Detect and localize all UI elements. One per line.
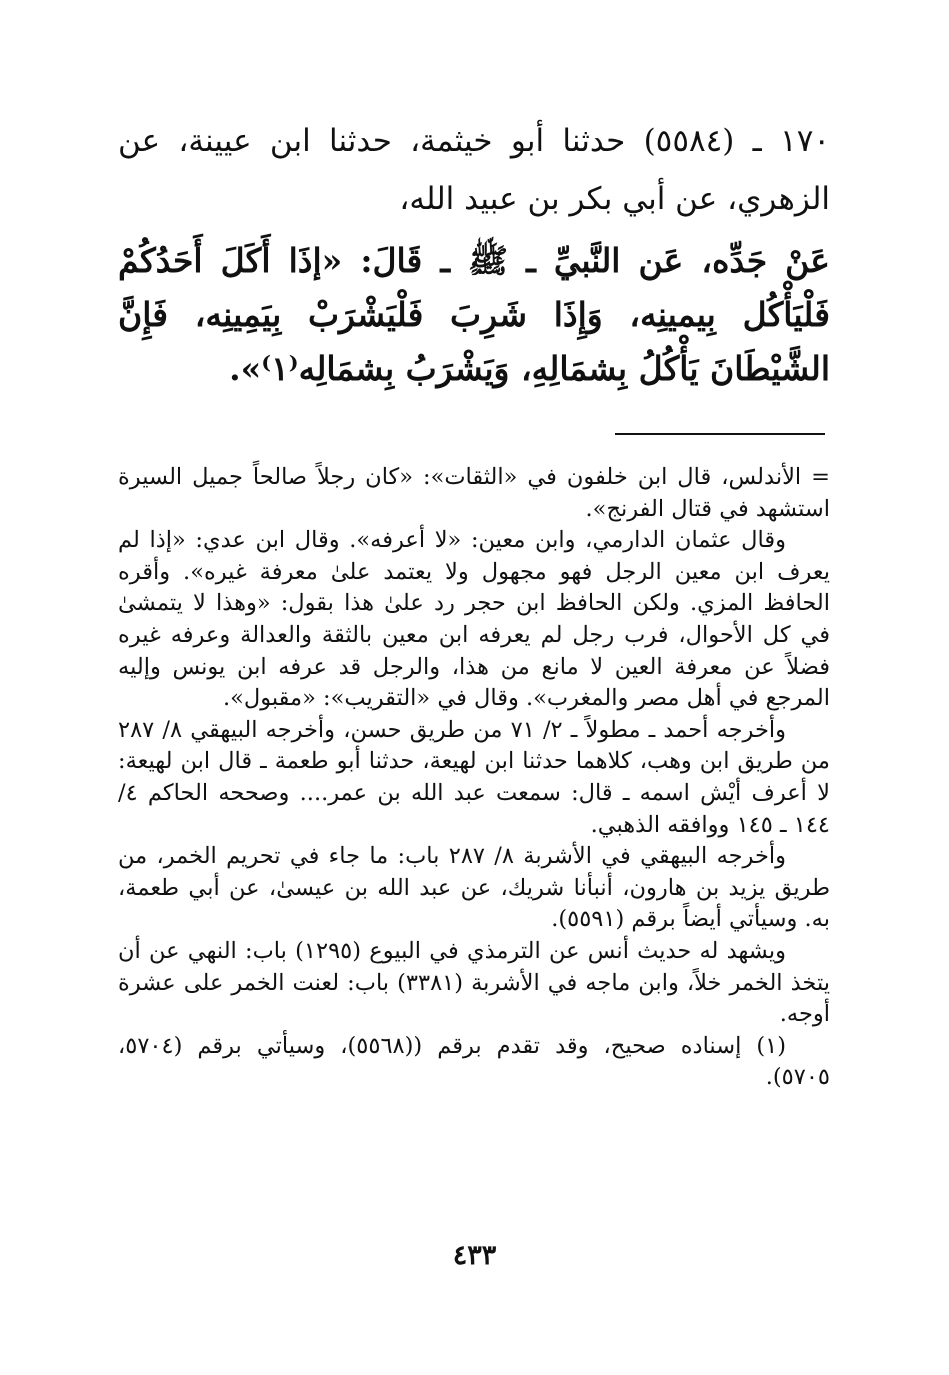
footnote-paragraph: وقال عثمان الدارمي، وابن معين: «لا أعرفه». وقال ابن عدي: «إذا لم يعرف ابن معين الرجل فهو مجهول ولا يعتمد علىٰ معرفة غيره». وأقره الحافظ المزي. ولكن الحافظ ابن حجر رد علىٰ هذا بقول: «وهذا لا يتمشىٰ في كل الأحوال، فرب رجل لم يعرفه ابن معين بالثقة والعدالة وعرفه غيره فضلاً عن معرفة العين لا مانع من هذا، والرجل قد عرفه ابن يونس وإليه المرجع في أهل مصر والمغرب». وقال في «التقريب»: «مقبول». xyxy=(118,527,830,712)
footnote-separator xyxy=(615,433,825,435)
hadith-block xyxy=(118,112,830,396)
footnote-paragraph: ويشهد له حديث أنس عن الترمذي في البيوع (١٢٩٥) باب: النهي عن أن يتخذ الخمر خلاً، وابن ماجه في الأشربة (٣٣٨١) باب: لعنت الخمر على عشرة أوجه. xyxy=(118,937,830,1028)
hadith-isnad: ١٧٠ ـ (٥٥٨٤) حدثنا أبو خيثمة، حدثنا ابن عيينة، عن الزهري، عن أبي بكر بن عبيد الله، xyxy=(118,123,830,217)
footnote-1: (١) إسناده صحيح، وقد تقدم برقم ((٥٥٦٨)، وسيأتي برقم (٥٧٠٤، ٥٧٠٥). xyxy=(118,1032,830,1091)
footnote-paragraph: وأخرجه أحمد ـ مطولاً ـ ٢/ ٧١ من طريق حسن، وأخرجه البيهقي ٨/ ٢٨٧ من طريق ابن وهب، كلاهما حدثنا ابن لهيعة، حدثنا أبو طعمة ـ قال ابن لهيعة: لا أعرف أيْش اسمه ـ قال: سمعت عبد الله بن عمر.... وصححه الحاكم ٤/ ١٤٤ ـ ١٤٥ ووافقه الذهبي. xyxy=(118,716,830,838)
page-number: ٤٣٣ xyxy=(452,1240,497,1271)
footnotes xyxy=(118,462,830,1094)
hadith-matn: عَنْ جَدِّه، عَن النَّبيِّ ـ ﷺ ـ قَالَ: «إذَا أَكَلَ أَحَدُكُمْ فَلْيَأْكُل بِيمينِه، وَإِذَا شَرِبَ فَلْيَشْرَبْ بِيَمِينِه، فَإِنَّ الشَّيْطَانَ يَأْكُلُ بِشمَالِهِ، وَيَشْرَبُ بِشمَالِه⁽١⁾». xyxy=(118,241,830,388)
footnote-paragraph: وأخرجه البيهقي في الأشربة ٨/ ٢٨٧ باب: ما جاء في تحريم الخمر، من طريق يزيد بن هارون، أنبأنا شريك، عن عبد الله بن عيسىٰ، عن أبي طعمة، به. وسيأتي أيضاً برقم (٥٥٩١). xyxy=(118,843,830,933)
footnote-continuation: = الأندلس، قال ابن خلفون في «الثقات»: «كان رجلاً صالحاً جميل السيرة استشهد في قتال الفرنج». xyxy=(118,464,830,522)
